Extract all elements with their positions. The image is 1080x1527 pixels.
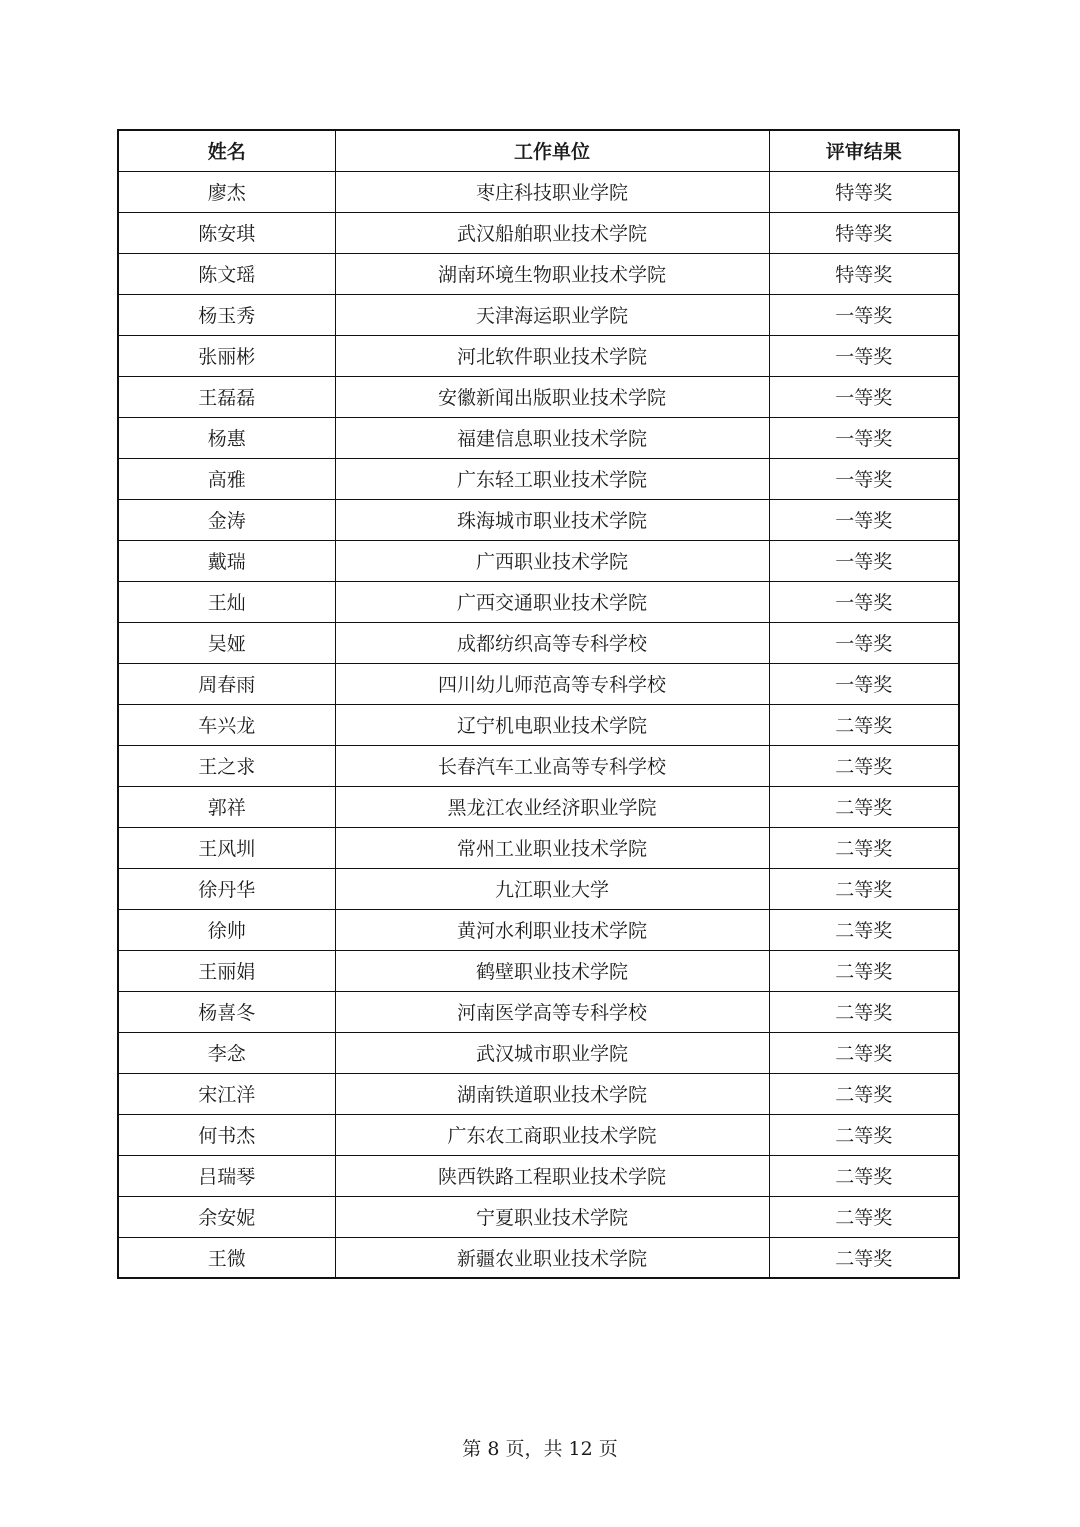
table-row [118, 745, 959, 786]
cell-unit: 成都纺织高等专科学校 [335, 622, 769, 663]
cell-unit: 福建信息职业技术学院 [335, 417, 769, 458]
table-row [118, 540, 959, 581]
cell-result: 二等奖 [769, 1155, 959, 1196]
table-row [118, 1032, 959, 1073]
cell-name: 高雅 [118, 458, 335, 499]
cell-unit: 九江职业大学 [335, 868, 769, 909]
table-row [118, 827, 959, 868]
cell-name: 陈安琪 [118, 212, 335, 253]
cell-unit: 枣庄科技职业学院 [335, 171, 769, 212]
cell-name: 杨喜冬 [118, 991, 335, 1032]
cell-unit: 长春汽车工业高等专科学校 [335, 745, 769, 786]
table-row [118, 417, 959, 458]
cell-unit: 河北软件职业技术学院 [335, 335, 769, 376]
header-result: 评审结果 [769, 130, 959, 171]
cell-result: 二等奖 [769, 1114, 959, 1155]
cell-name: 王磊磊 [118, 376, 335, 417]
cell-result: 一等奖 [769, 458, 959, 499]
cell-unit: 广西交通职业技术学院 [335, 581, 769, 622]
table-row [118, 704, 959, 745]
table-row [118, 376, 959, 417]
cell-result: 二等奖 [769, 1196, 959, 1237]
page-footer: 第 8 页，共 12 页 [462, 1438, 618, 1460]
table-row [118, 581, 959, 622]
table-row [118, 1073, 959, 1114]
cell-unit: 辽宁机电职业技术学院 [335, 704, 769, 745]
cell-result: 二等奖 [769, 868, 959, 909]
cell-name: 戴瑞 [118, 540, 335, 581]
cell-unit: 安徽新闻出版职业技术学院 [335, 376, 769, 417]
cell-unit: 四川幼儿师范高等专科学校 [335, 663, 769, 704]
cell-result: 二等奖 [769, 786, 959, 827]
cell-result: 一等奖 [769, 499, 959, 540]
cell-result: 二等奖 [769, 704, 959, 745]
cell-result: 特等奖 [769, 171, 959, 212]
cell-result: 一等奖 [769, 294, 959, 335]
cell-name: 郭祥 [118, 786, 335, 827]
cell-result: 一等奖 [769, 581, 959, 622]
cell-unit: 天津海运职业学院 [335, 294, 769, 335]
cell-name: 吕瑞琴 [118, 1155, 335, 1196]
header-unit: 工作单位 [335, 130, 769, 171]
cell-unit: 武汉城市职业学院 [335, 1032, 769, 1073]
cell-name: 杨惠 [118, 417, 335, 458]
cell-name: 张丽彬 [118, 335, 335, 376]
cell-unit: 珠海城市职业技术学院 [335, 499, 769, 540]
table-row [118, 294, 959, 335]
award-results-table [117, 129, 960, 1279]
cell-name: 杨玉秀 [118, 294, 335, 335]
cell-result: 一等奖 [769, 417, 959, 458]
table-row [118, 335, 959, 376]
table-row [118, 622, 959, 663]
cell-name: 宋江洋 [118, 1073, 335, 1114]
cell-unit: 陕西铁路工程职业技术学院 [335, 1155, 769, 1196]
cell-unit: 湖南环境生物职业技术学院 [335, 253, 769, 294]
cell-name: 徐丹华 [118, 868, 335, 909]
cell-unit: 黄河水利职业技术学院 [335, 909, 769, 950]
table-row [118, 171, 959, 212]
cell-result: 一等奖 [769, 622, 959, 663]
cell-name: 车兴龙 [118, 704, 335, 745]
header-name: 姓名 [118, 130, 335, 171]
table-row [118, 1196, 959, 1237]
cell-unit: 河南医学高等专科学校 [335, 991, 769, 1032]
cell-name: 余安妮 [118, 1196, 335, 1237]
table-row [118, 991, 959, 1032]
cell-unit: 广东农工商职业技术学院 [335, 1114, 769, 1155]
cell-result: 一等奖 [769, 376, 959, 417]
table-row [118, 868, 959, 909]
cell-name: 王之求 [118, 745, 335, 786]
cell-unit: 宁夏职业技术学院 [335, 1196, 769, 1237]
cell-name: 金涛 [118, 499, 335, 540]
cell-result: 二等奖 [769, 1032, 959, 1073]
cell-name: 王灿 [118, 581, 335, 622]
table-row [118, 1114, 959, 1155]
cell-result: 二等奖 [769, 909, 959, 950]
table-row [118, 499, 959, 540]
table-row [118, 212, 959, 253]
table-row [118, 786, 959, 827]
table-row [118, 1155, 959, 1196]
cell-result: 二等奖 [769, 1237, 959, 1278]
cell-name: 何书杰 [118, 1114, 335, 1155]
table-row [118, 458, 959, 499]
cell-unit: 广西职业技术学院 [335, 540, 769, 581]
cell-result: 二等奖 [769, 1073, 959, 1114]
cell-name: 廖杰 [118, 171, 335, 212]
cell-name: 王微 [118, 1237, 335, 1278]
cell-unit: 湖南铁道职业技术学院 [335, 1073, 769, 1114]
cell-unit: 广东轻工职业技术学院 [335, 458, 769, 499]
cell-name: 李念 [118, 1032, 335, 1073]
cell-result: 二等奖 [769, 745, 959, 786]
table-header-row [118, 130, 959, 171]
cell-name: 王丽娟 [118, 950, 335, 991]
cell-result: 一等奖 [769, 663, 959, 704]
table-row [118, 909, 959, 950]
cell-name: 周春雨 [118, 663, 335, 704]
cell-result: 二等奖 [769, 827, 959, 868]
cell-unit: 黑龙江农业经济职业学院 [335, 786, 769, 827]
cell-name: 王风圳 [118, 827, 335, 868]
cell-result: 二等奖 [769, 991, 959, 1032]
cell-unit: 鹤壁职业技术学院 [335, 950, 769, 991]
cell-result: 特等奖 [769, 212, 959, 253]
cell-name: 徐帅 [118, 909, 335, 950]
cell-result: 一等奖 [769, 540, 959, 581]
cell-name: 吴娅 [118, 622, 335, 663]
table-row [118, 663, 959, 704]
cell-result: 一等奖 [769, 335, 959, 376]
cell-unit: 新疆农业职业技术学院 [335, 1237, 769, 1278]
cell-name: 陈文瑶 [118, 253, 335, 294]
cell-result: 二等奖 [769, 950, 959, 991]
cell-unit: 常州工业职业技术学院 [335, 827, 769, 868]
cell-result: 特等奖 [769, 253, 959, 294]
cell-unit: 武汉船舶职业技术学院 [335, 212, 769, 253]
table-body [118, 171, 959, 1278]
table-row [118, 253, 959, 294]
table-row [118, 950, 959, 991]
table-row [118, 1237, 959, 1278]
